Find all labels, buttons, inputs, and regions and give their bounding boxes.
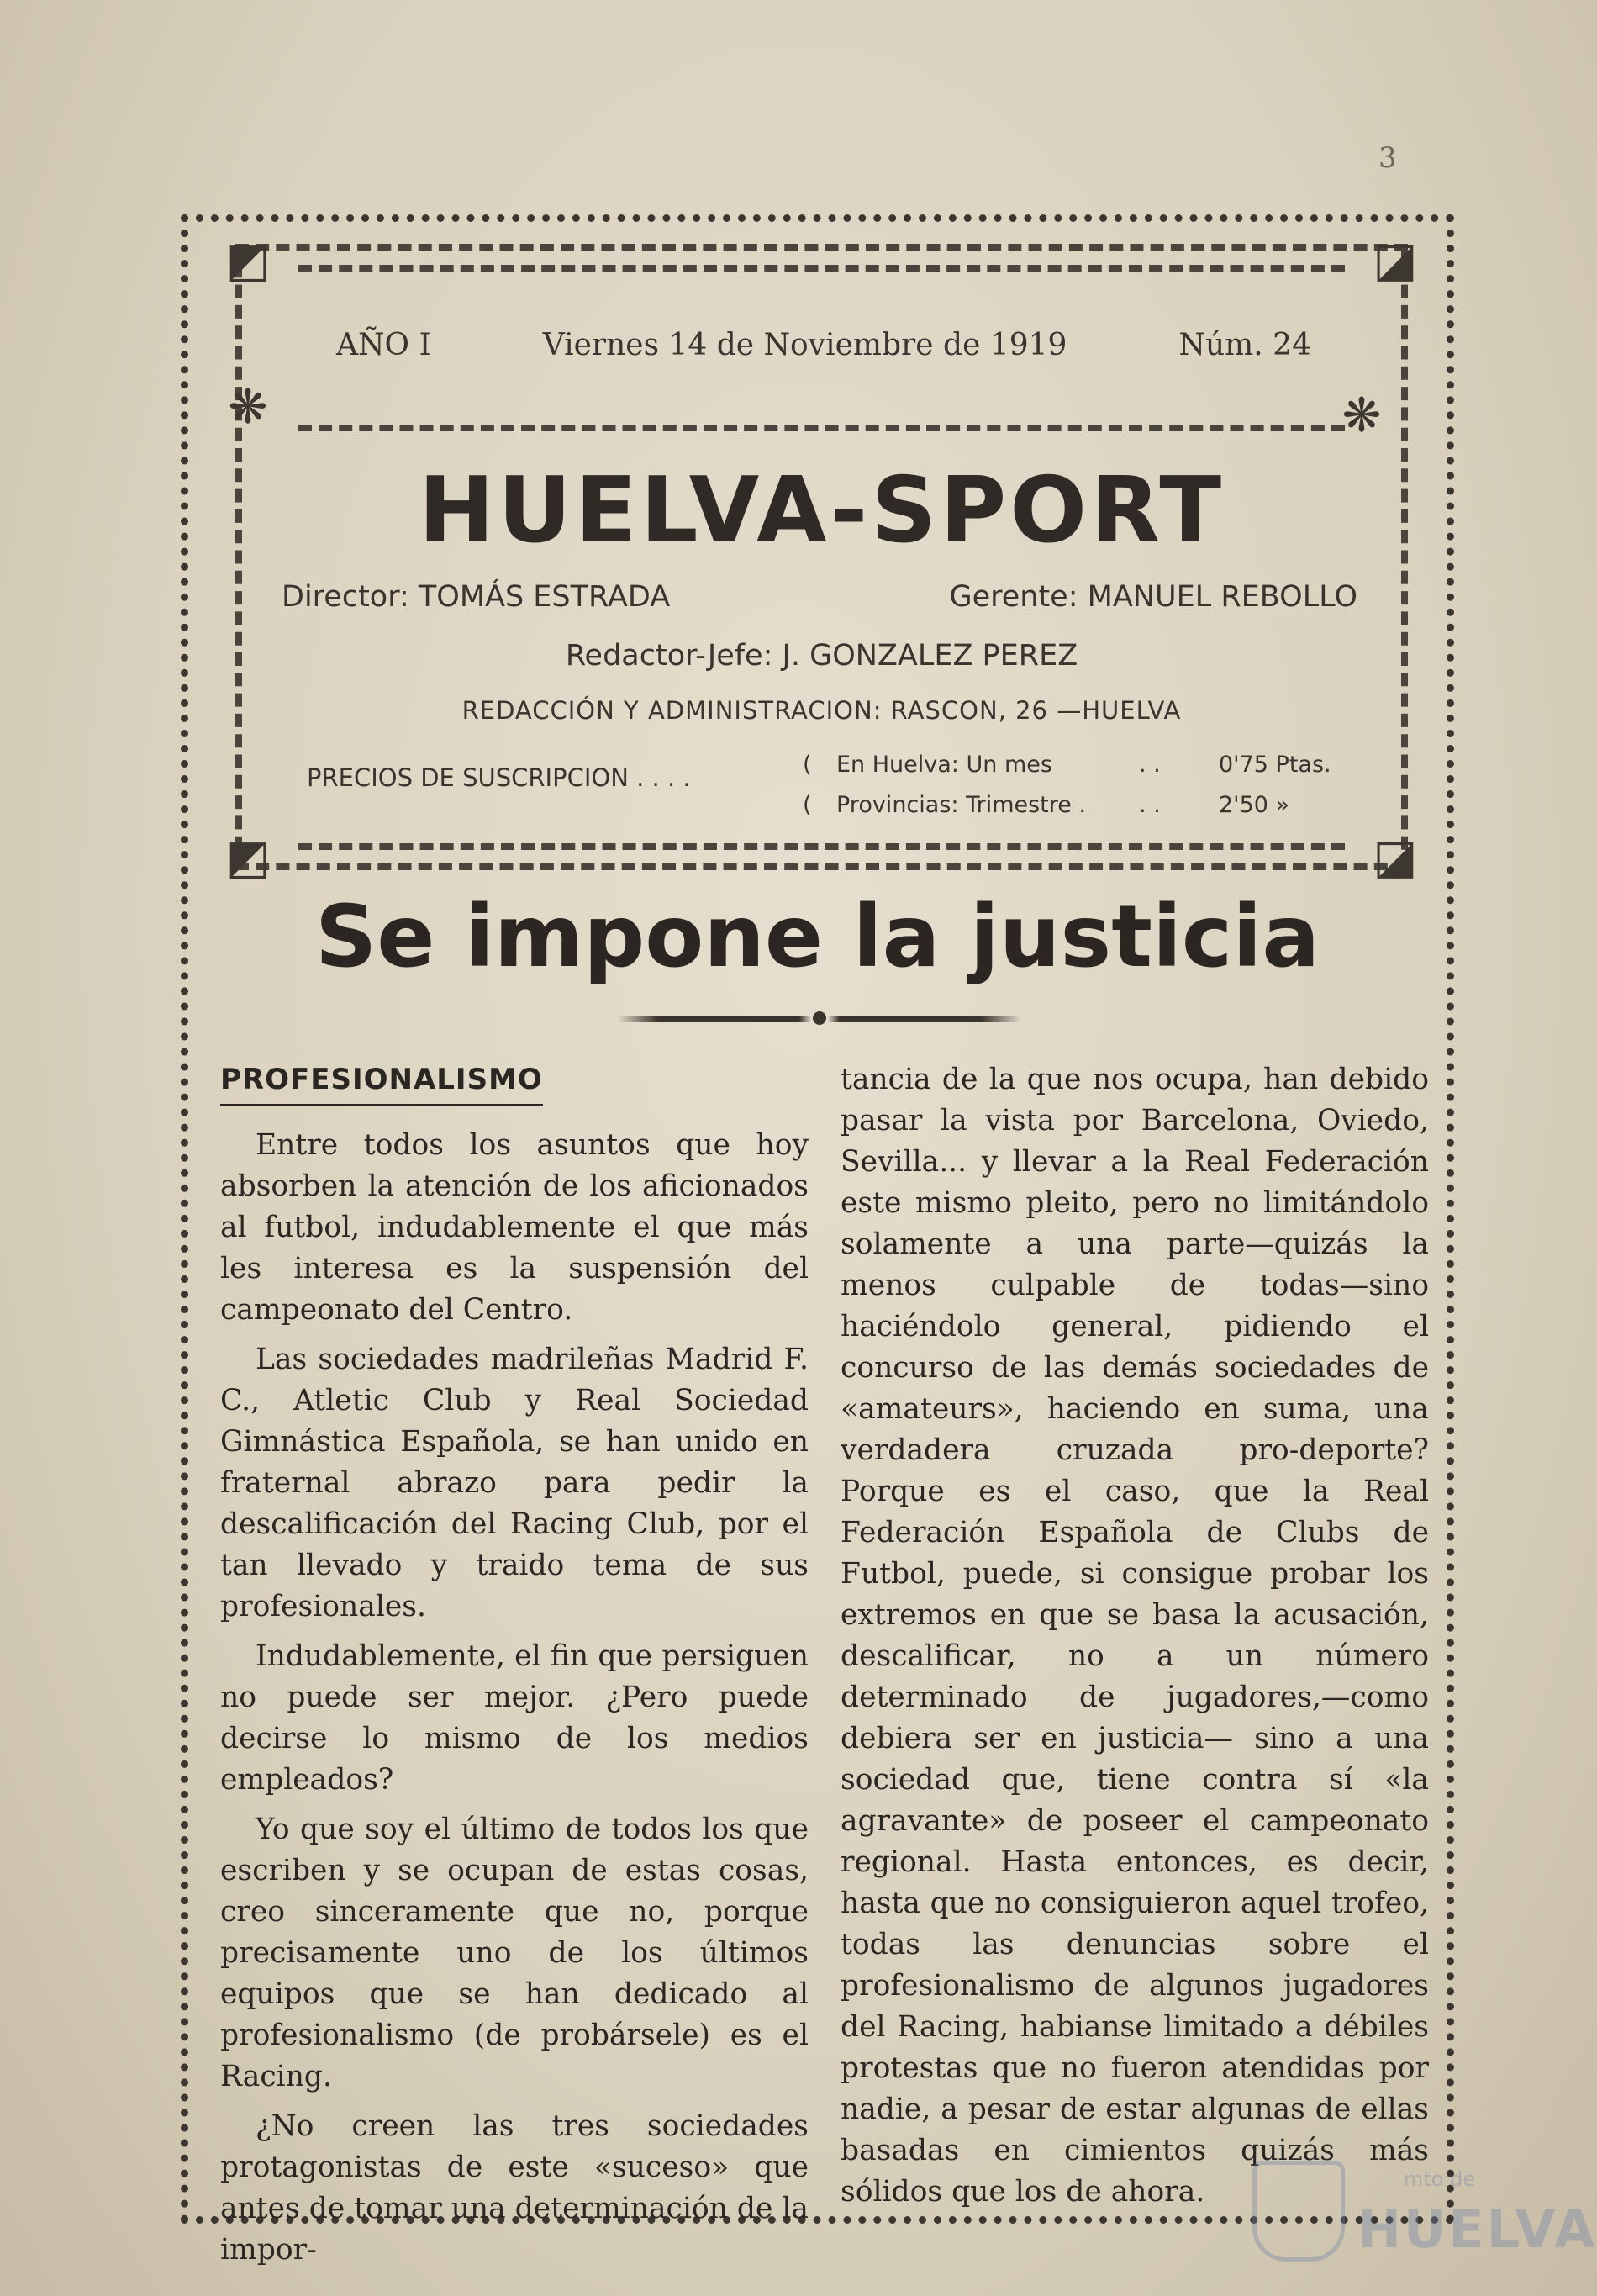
subscription-prices (803, 744, 1341, 825)
volume-year: AÑO I (336, 328, 431, 362)
masthead-top-rule (298, 265, 1345, 272)
masthead-bottom-rule (298, 843, 1345, 850)
subscription-row: ( En Huelva: Un mes . . 0'75 Ptas. (803, 751, 1331, 778)
article-column-left (220, 1059, 809, 2279)
corner-ornament-icon: ◩ (225, 233, 271, 288)
article-paragraph: tancia de la que nos ocupa, han debido pasar la vista por Barcelona, Oviedo, Sevilla... y llevar a la Real Federación este mismo pleito, pero no limitándolo solamente a una parte—quizás la menos culpable de todas—sino haciéndolo general, pidiendo el concurso de las demás sociedades de «amateurs», haciendo en suma, una verdadera cruzada pro-deporte? Porque es el caso, que la Real Federación Española de Clubs de Futbol, puede, si consigue probar los extremos en que se basa la acusación, descalificar, no a un número determinado de jugadores,—como debiera ser en justicia— sino a una sociedad que, tiene contra sí «la agravante» de poseer el campeonato regional. Hasta entonces, es decir, hasta que no consiguieron aquel trofeo, todas las denuncias sobre el profesionalismo de algunos jugadores del Racing, habianse limitado a débiles protestas que no fueron atendidas por nadie, a pesar de estar algunas de ellas basadas en cimientos quizás más sólidos que los de ahora. (841, 1063, 1429, 2209)
corner-ornament-icon: ◪ (1373, 233, 1418, 288)
editor-in-chief: Redactor-Jefe: J. GONZALEZ PEREZ (565, 639, 1078, 673)
article-paragraph: ¿No creen las tres sociedades protagonistas de este «suceso» que antes de tomar una determinación de la impor- (220, 2109, 809, 2267)
section-heading: PROFESIONALISMO (220, 1059, 543, 1106)
flower-ornament-icon: ❋ (228, 380, 268, 435)
crest-icon (1252, 2161, 1345, 2262)
issue-number: Núm. 24 (1178, 328, 1311, 362)
manager: Gerente: MANUEL REBOLLO (949, 580, 1357, 614)
flower-ornament-icon: ❋ (1341, 388, 1382, 443)
newspaper-title: HUELVA-SPORT (418, 458, 1225, 563)
article-paragraph: Entre todos los asuntos que hoy absorben la atención de los aficionados al futbol, indudablemente el que más les interesa es la suspensión del campeonato del Centro. (220, 1128, 809, 1327)
corner-ornament-icon: ◪ (1373, 830, 1418, 884)
article-paragraph: Indudablemente, el fin que persiguen no puede ser mejor. ¿Pero puede decirse lo mismo de los medios empleados? (220, 1639, 809, 1797)
dateline (336, 328, 1311, 362)
issue-date: Viernes 14 de Noviembre de 1919 (542, 328, 1067, 362)
article-column-right (841, 1059, 1429, 2221)
address: REDACCIÓN Y ADMINISTRACION: RASCON, 26 —HUELVA (461, 696, 1182, 725)
corner-ornament-icon: ◩ (225, 830, 271, 884)
archive-watermark: mto de HUELVA (1252, 2152, 1572, 2270)
subscription-label: PRECIOS DE SUSCRIPCION . . . . (307, 763, 691, 792)
brace-icon: ( (803, 751, 812, 778)
subscription-row: ( Provincias: Trimestre . . . 2'50 » (803, 791, 1290, 818)
masthead-middle-rule (298, 425, 1345, 431)
article-paragraph: Las sociedades madrileñas Madrid F. C., Atletic Club y Real Sociedad Gimnástica Española, se han unido en fraternal abrazo para pedir la descalificación del Racing Club, por el tan llevado y traido tema de sus profesionales. (220, 1343, 809, 1623)
staff-row (282, 580, 1357, 614)
ornament-dot-icon (813, 1011, 826, 1025)
brace-icon: ( (803, 791, 812, 818)
director: Director: TOMÁS ESTRADA (282, 580, 671, 614)
article-paragraph: Yo que soy el último de todos los que escriben y se ocupan de estas cosas, creo sinceramente que no, porque precisamente uno de los últimos equipos que se han dedicado al profesionalismo (de probársele) es el Racing. (220, 1813, 809, 2093)
page-number: 3 (1378, 141, 1397, 175)
headline: Se impone la justicia (314, 887, 1320, 987)
